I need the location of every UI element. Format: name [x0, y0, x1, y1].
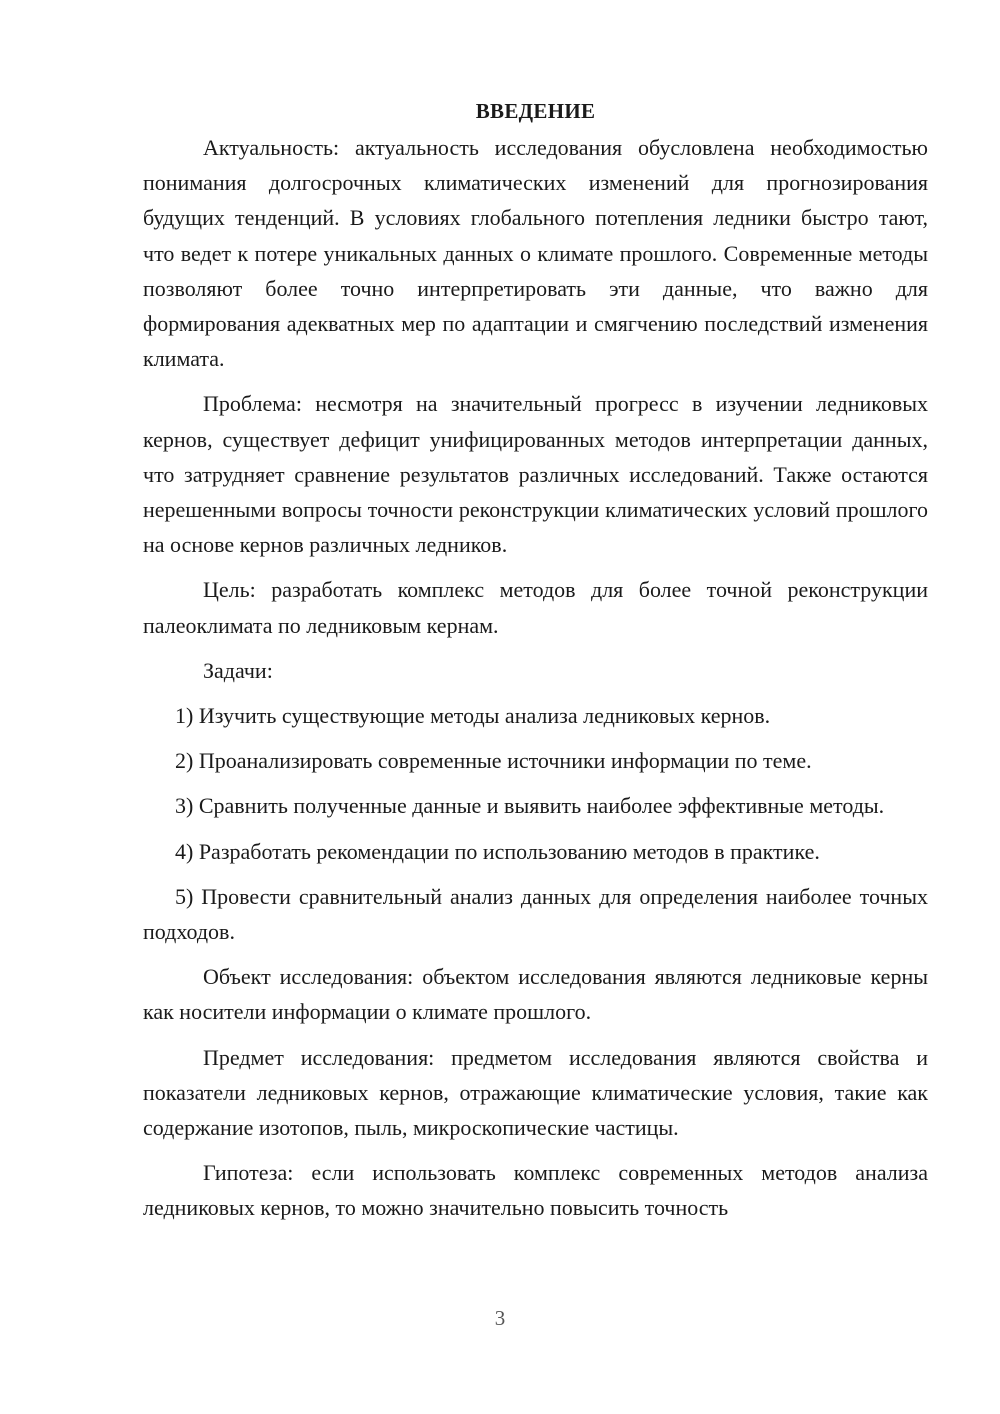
paragraph-problem: Проблема: несмотря на значительный прогресс в изучении ледниковых кернов, существует дефицит унифицированных методов интерпретации данных, что затрудняет сравнение результатов различных исследований. Также остаются нерешенными вопросы точности реконструкции климатических условий прошлого на основе кернов различных ледников. [143, 391, 928, 558]
paragraph-object: Объект исследования: объектом исследования являются ледниковые керны как носители информации о климате прошлого. [143, 964, 928, 1025]
page-number: 3 [494, 1306, 506, 1330]
tasks-heading: Задачи: [203, 657, 273, 683]
task-item-2: 2) Проанализировать современные источники информации по теме. [175, 748, 812, 774]
task-item-5: 5) Провести сравнительный анализ данных для определения наиболее точных подходов. [143, 883, 928, 945]
task-item-4: 4) Разработать рекомендации по использованию методов в практике. [175, 838, 820, 864]
paragraph-relevance: Актуальность: актуальность исследования обусловлена необходимостью понимания долгосрочных климатических изменений для прогнозирования будущих тенденций. В условиях глобального потепления ледники быстро тают, что ведет к потере уникальных данных о климате прошлого. Современные методы позволяют более точно интерпретировать эти данные, что важно для формирования адекватных мер по адаптации и смягчению последствий изменения климата. [143, 135, 928, 372]
task-item-3: 3) Сравнить полученные данные и выявить наиболее эффективные методы. [175, 793, 885, 819]
paragraph-subject: Предмет исследования: предметом исследования являются свойства и показатели ледниковых кернов, отражающие климатические условия, такие как содержание изотопов, пыль, микроскопические частицы. [143, 1044, 928, 1141]
task-item-1: 1) Изучить существующие методы анализа ледниковых кернов. [175, 703, 771, 729]
paragraph-hypothesis: Гипотеза: если использовать комплекс современных методов анализа ледниковых кернов, то можно значительно повысить точность [143, 1160, 928, 1221]
section-title: ВВЕДЕНИЕ [475, 99, 596, 123]
paragraph-goal: Цель: разработать комплекс методов для более точной реконструкции палеоклимата по ледниковым кернам. [143, 577, 928, 638]
document-page [143, 96, 928, 1236]
